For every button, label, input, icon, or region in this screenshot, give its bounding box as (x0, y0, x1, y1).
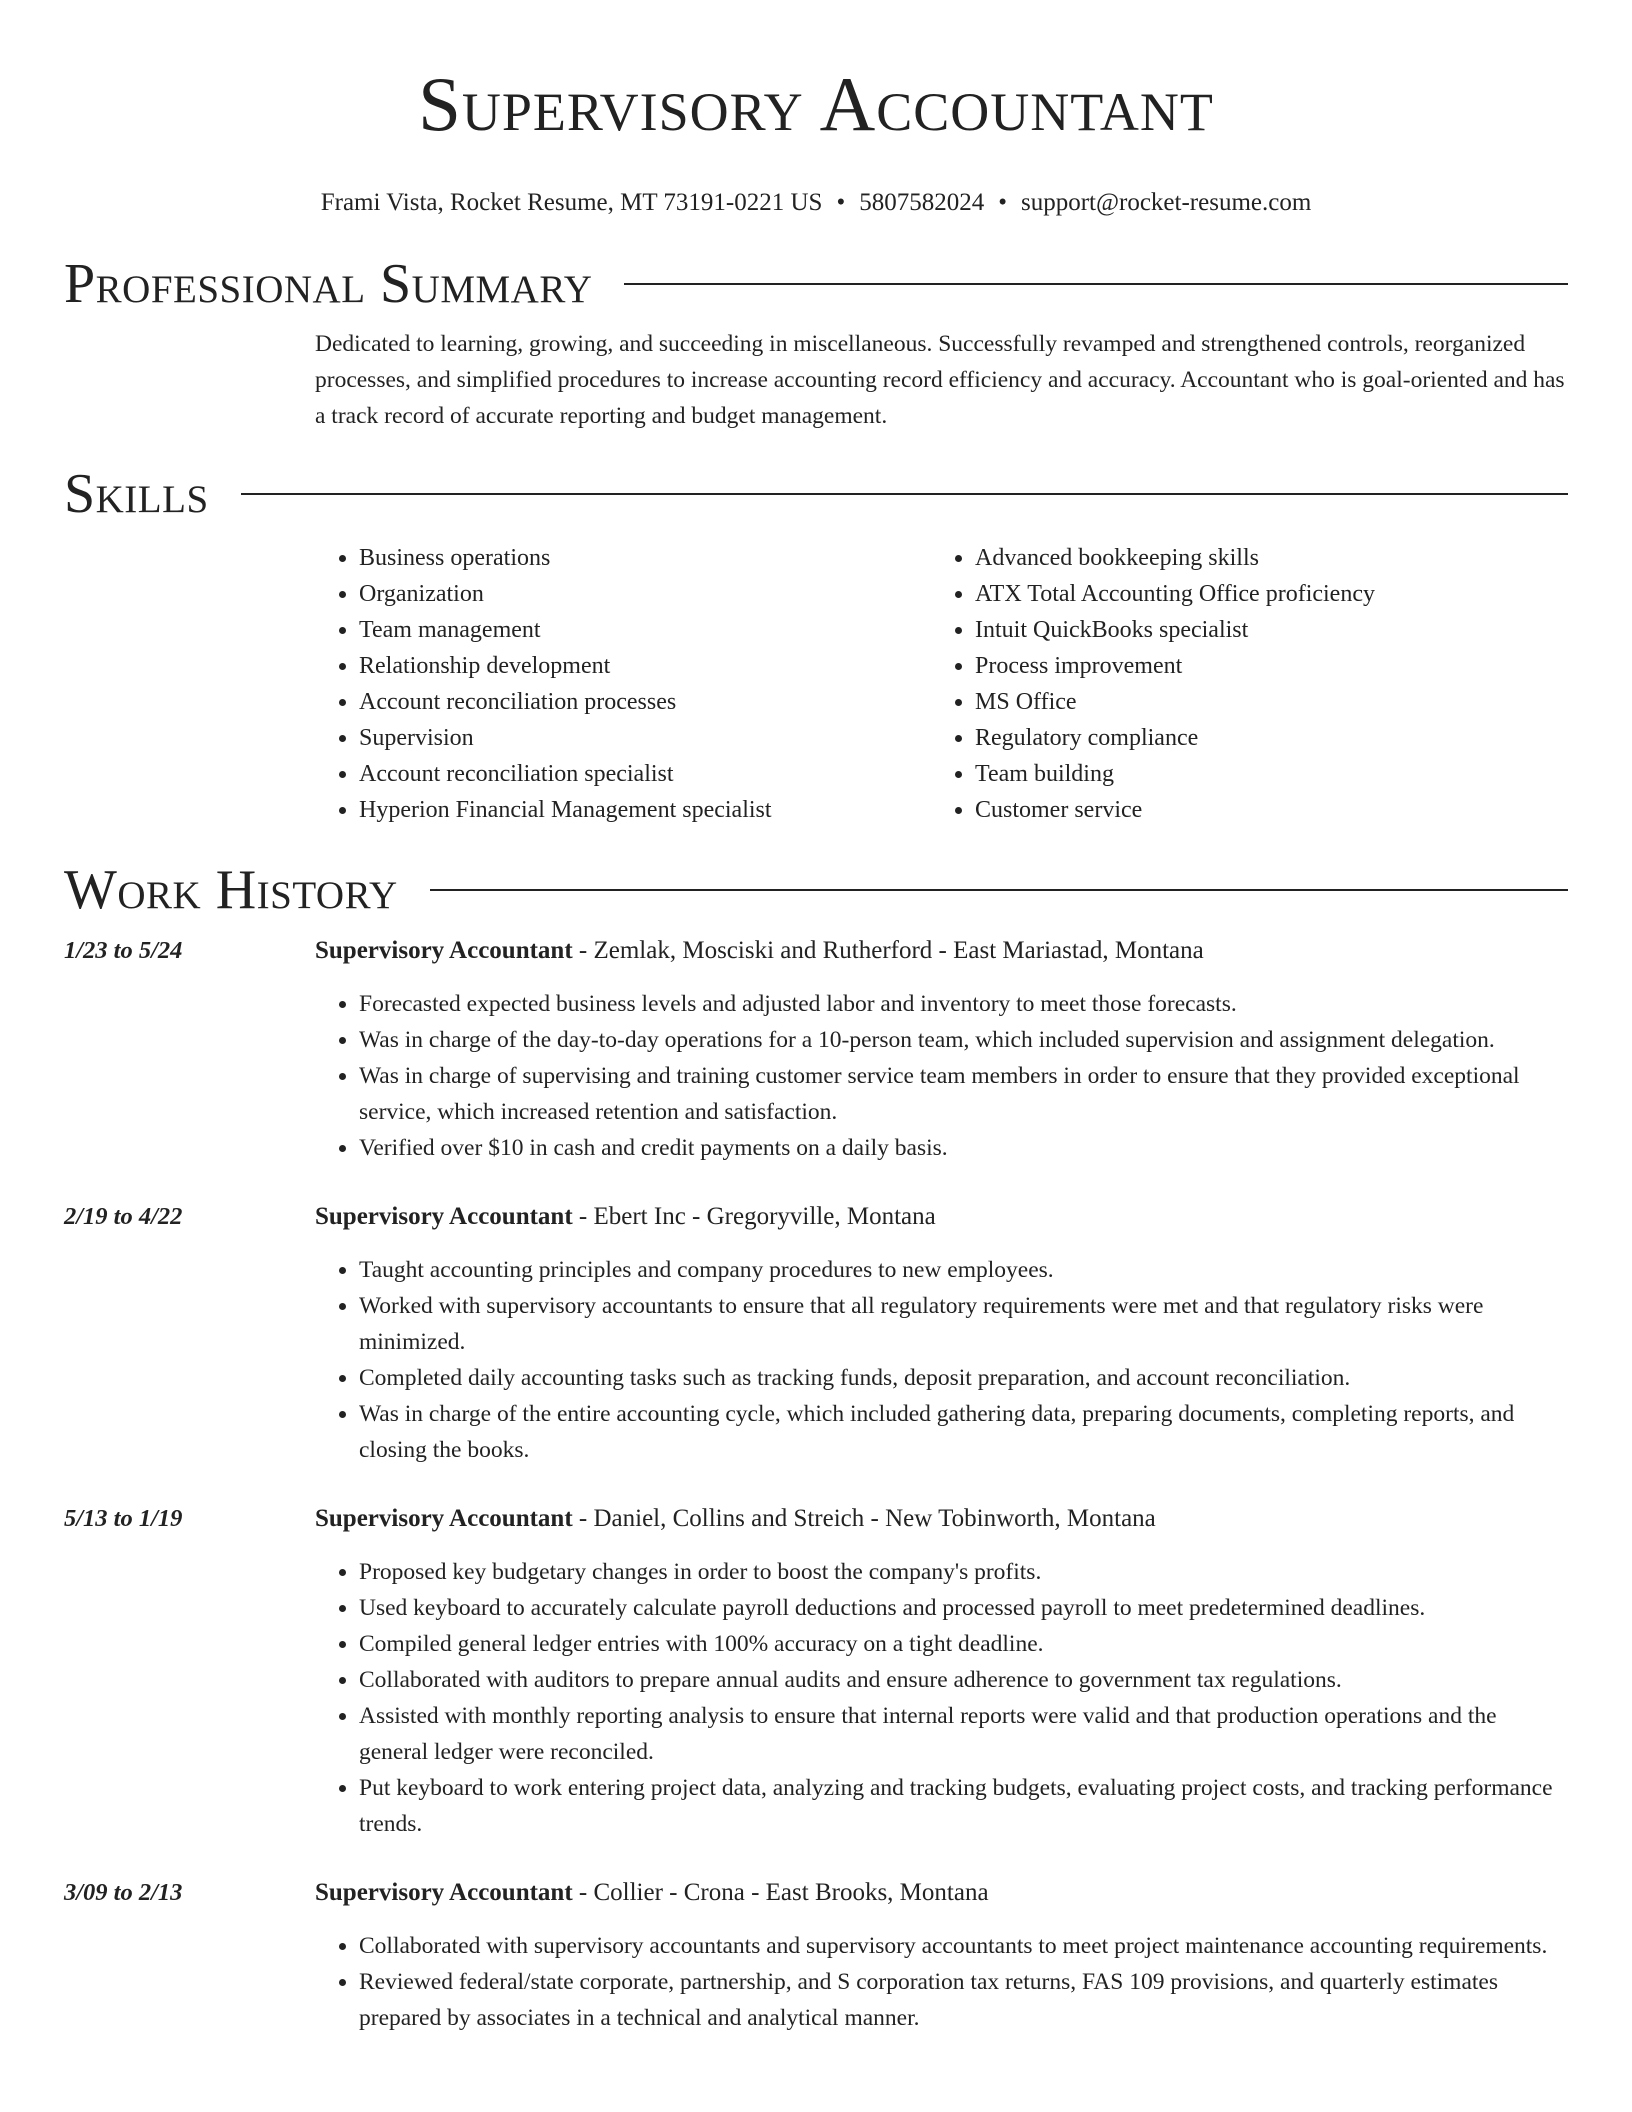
skill-item: • Organization (359, 576, 931, 612)
skill-item: • Relationship development (359, 648, 931, 684)
job-title: Supervisory Accountant (315, 937, 573, 964)
summary-heading: Professional Summary (64, 253, 593, 315)
section-divider (430, 889, 1568, 891)
job-bullet: • Reviewed federal/state corporate, partnership, and S corporation tax returns, FAS 109 provisions, and quarterly estimates prepared by associates in a technical and analytical manner. (359, 1964, 1568, 2036)
job-bullet: • Verified over $10 in cash and credit payments on a daily basis. (359, 1130, 1568, 1166)
skills-column-left (315, 540, 931, 828)
skills-section-header (64, 462, 1568, 526)
job-bullet: • Compiled general ledger entries with 100% accuracy on a tight deadline. (359, 1626, 1568, 1662)
job-dates: 2/19 to 4/22 (64, 1203, 183, 1230)
job-title: Supervisory Accountant (315, 1203, 573, 1230)
job-employer: - Ebert Inc - Gregoryville, Montana (572, 1203, 936, 1230)
section-divider (241, 493, 1568, 495)
job-bullet: • Used keyboard to accurately calculate payroll deductions and processed payroll to meet predetermined deadlines. (359, 1590, 1568, 1626)
job-employer: - Daniel, Collins and Streich - New Tobinworth, Montana (572, 1505, 1156, 1532)
skill-item: • Supervision (359, 720, 931, 756)
job-bullet: • Put keyboard to work entering project data, analyzing and tracking budgets, evaluating project costs, and tracking performance trends. (359, 1770, 1568, 1842)
job-dates: 1/23 to 5/24 (64, 937, 183, 964)
job-bullets (315, 1252, 1568, 1468)
skill-item: • MS Office (975, 684, 1375, 720)
contact-phone: 5807582024 (859, 189, 985, 216)
skill-item: • Account reconciliation processes (359, 684, 931, 720)
job-bullet: • Was in charge of the day-to-day operations for a 10-person team, which included supervision and assignment delegation. (359, 1022, 1568, 1058)
job-dates: 5/13 to 1/19 (64, 1505, 183, 1532)
job-entry (64, 1202, 1568, 1468)
job-title: Supervisory Accountant (315, 1505, 573, 1532)
skill-item: • Customer service (975, 792, 1375, 828)
job-content (315, 1202, 1568, 1468)
skills-list (315, 540, 1568, 828)
skill-item: • ATX Total Accounting Office proficiency (975, 576, 1375, 612)
summary-text: Dedicated to learning, growing, and succeeding in miscellaneous. Successfully revamped and strengthened controls, reorganized processes, and simplified procedures to increase accounting record efficiency and accuracy. Accountant who is goal-oriented and has a track record of accurate reporting and budget management. (315, 331, 1565, 429)
skills-column-right (931, 540, 1375, 828)
skill-item: • Regulatory compliance (975, 720, 1375, 756)
job-entry (64, 1878, 1568, 2036)
contact-email: support@rocket-resume.com (1020, 189, 1312, 216)
skills-heading: Skills (64, 463, 209, 525)
job-bullet: • Collaborated with supervisory accountants and supervisory accountants to meet project maintenance accounting requirements. (359, 1928, 1568, 1964)
section-divider (624, 283, 1568, 285)
job-title-line (315, 1878, 1568, 1908)
job-bullet: • Worked with supervisory accountants to ensure that all regulatory requirements were met and that regulatory risks were minimized. (359, 1288, 1568, 1360)
job-bullet: • Was in charge of supervising and training customer service team members in order to ensure that they provided exceptional service, which increased retention and satisfaction. (359, 1058, 1568, 1130)
job-bullets (315, 1554, 1568, 1842)
skill-item: • Intuit QuickBooks specialist (975, 612, 1375, 648)
job-content (315, 1504, 1568, 1842)
job-bullet: • Assisted with monthly reporting analysis to ensure that internal reports were valid and that production operations and the general ledger were reconciled. (359, 1698, 1568, 1770)
skill-item: • Team management (359, 612, 931, 648)
skill-item: • Advanced bookkeeping skills (975, 540, 1375, 576)
work-heading: Work History (64, 859, 398, 921)
summary-body (315, 326, 1568, 434)
job-entry (64, 1504, 1568, 1842)
skill-item: • Hyperion Financial Management specialist (359, 792, 931, 828)
job-employer: - Zemlak, Mosciski and Rutherford - East Mariastad, Montana (572, 937, 1204, 964)
candidate-name: Supervisory Accountant (418, 61, 1214, 147)
job-bullet: • Taught accounting principles and company procedures to new employees. (359, 1252, 1568, 1288)
contact-line (64, 188, 1568, 218)
job-content (315, 936, 1568, 1166)
job-bullet: • Proposed key budgetary changes in order to boost the company's profits. (359, 1554, 1568, 1590)
job-bullet: • Collaborated with auditors to prepare annual audits and ensure adherence to government tax regulations. (359, 1662, 1568, 1698)
job-title-line (315, 1202, 1568, 1232)
contact-separator: • (836, 189, 846, 216)
job-employer: - Collier - Crona - East Brooks, Montana (572, 1879, 989, 1906)
job-bullets (315, 986, 1568, 1166)
summary-section-header (64, 252, 1568, 316)
skill-item: • Team building (975, 756, 1375, 792)
job-content (315, 1878, 1568, 2036)
skill-item: • Process improvement (975, 648, 1375, 684)
job-bullet: • Forecasted expected business levels and adjusted labor and inventory to meet those forecasts. (359, 986, 1568, 1022)
job-bullet: • Completed daily accounting tasks such as tracking funds, deposit preparation, and account reconciliation. (359, 1360, 1568, 1396)
contact-address: Frami Vista, Rocket Resume, MT 73191-0221 US (320, 189, 823, 216)
job-title-line (315, 1504, 1568, 1534)
job-title-line (315, 936, 1568, 966)
job-title: Supervisory Accountant (315, 1879, 573, 1906)
job-dates: 3/09 to 2/13 (64, 1879, 183, 1906)
job-bullets (315, 1928, 1568, 2036)
skill-item: • Business operations (359, 540, 931, 576)
job-entry (64, 936, 1568, 1166)
work-section-header (64, 858, 1568, 922)
job-bullet: • Was in charge of the entire accounting cycle, which included gathering data, preparing documents, completing reports, and closing the books. (359, 1396, 1568, 1468)
contact-separator: • (998, 189, 1007, 216)
skill-item: • Account reconciliation specialist (359, 756, 931, 792)
